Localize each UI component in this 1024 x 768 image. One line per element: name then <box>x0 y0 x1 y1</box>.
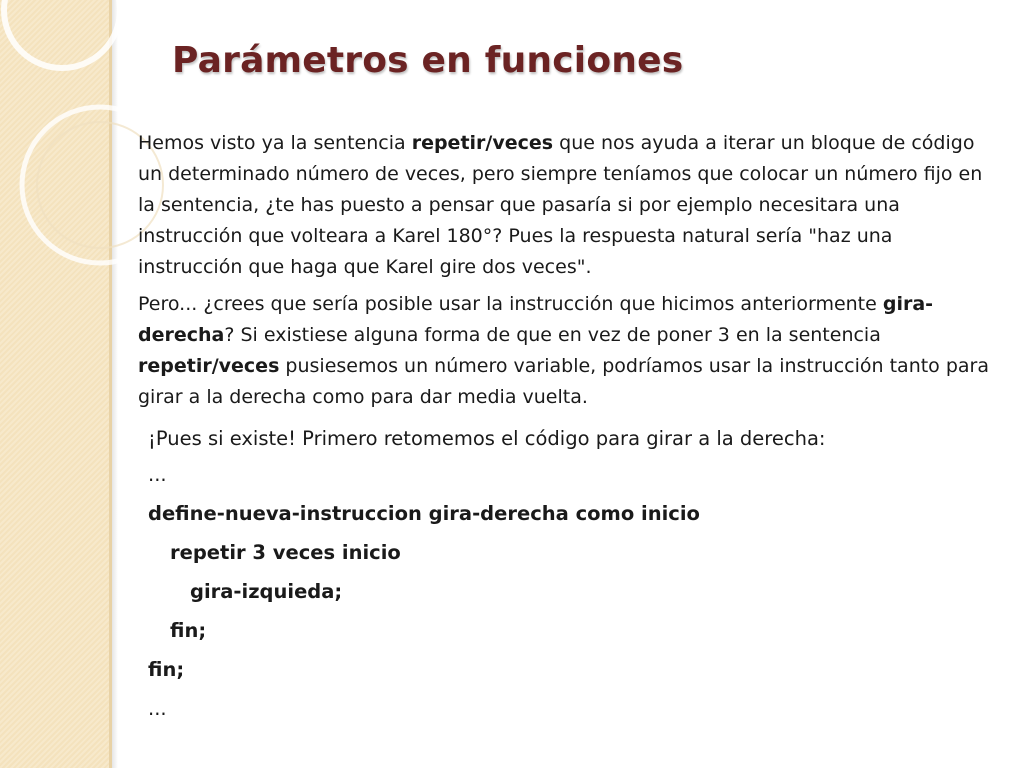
paragraph-pues-si-existe: ¡Pues si existe! Primero retomemos el código para girar a la derecha: <box>148 427 826 450</box>
paragraph-repetir-veces <box>138 128 998 283</box>
code-block <box>138 455 998 728</box>
code-line-gira-izquierda: gira-izquieda; <box>190 580 343 603</box>
paragraph-2-text-part3: pusiesemos un número variable, podríamos usar la instrucción tanto para girar a la derecha como para dar media vuelta. <box>138 355 990 408</box>
code-ellipsis-end: ... <box>148 697 167 720</box>
paragraph-2-text-part2: ? Si existiese alguna forma de que en vez de poner 3 en la sentencia <box>224 324 881 346</box>
paragraph-1-text-end: que nos ayuda a iterar un bloque de código un determinado número de veces, pero siempre teníamos que colocar un número fijo en la sentencia, ¿te has puesto a pensar que pasaría si por ejemplo necesitara una instrucción que volteara a Karel 180°? Pues la respuesta natural sería "haz una instrucción que haga que Karel gire dos veces". <box>138 132 983 278</box>
paragraph-gira-derecha <box>138 289 998 413</box>
code-ellipsis-start: ... <box>148 463 167 486</box>
paragraph-2-text-part1: Pero... ¿crees que sería posible usar la instrucción que hicimos anteriormente <box>138 293 883 315</box>
keyword-repetir-veces: repetir/veces <box>411 132 554 154</box>
keyword-repetir-veces-2: repetir/veces <box>138 355 280 377</box>
code-line-repetir: repetir 3 veces inicio <box>170 541 401 564</box>
paragraph-1-text-start: Hemos visto ya la sentencia <box>138 132 412 154</box>
code-line-define: define-nueva-instruccion gira-derecha como inicio <box>148 502 700 525</box>
code-line-fin-outer: fin; <box>148 658 185 681</box>
code-line-fin-inner: fin; <box>170 619 207 642</box>
slide-body <box>138 128 998 728</box>
decorative-ring-top <box>4 0 120 68</box>
keyword-gira-derecha: gira-derecha <box>138 293 934 346</box>
slide-title: Parámetros en funciones <box>172 40 684 81</box>
